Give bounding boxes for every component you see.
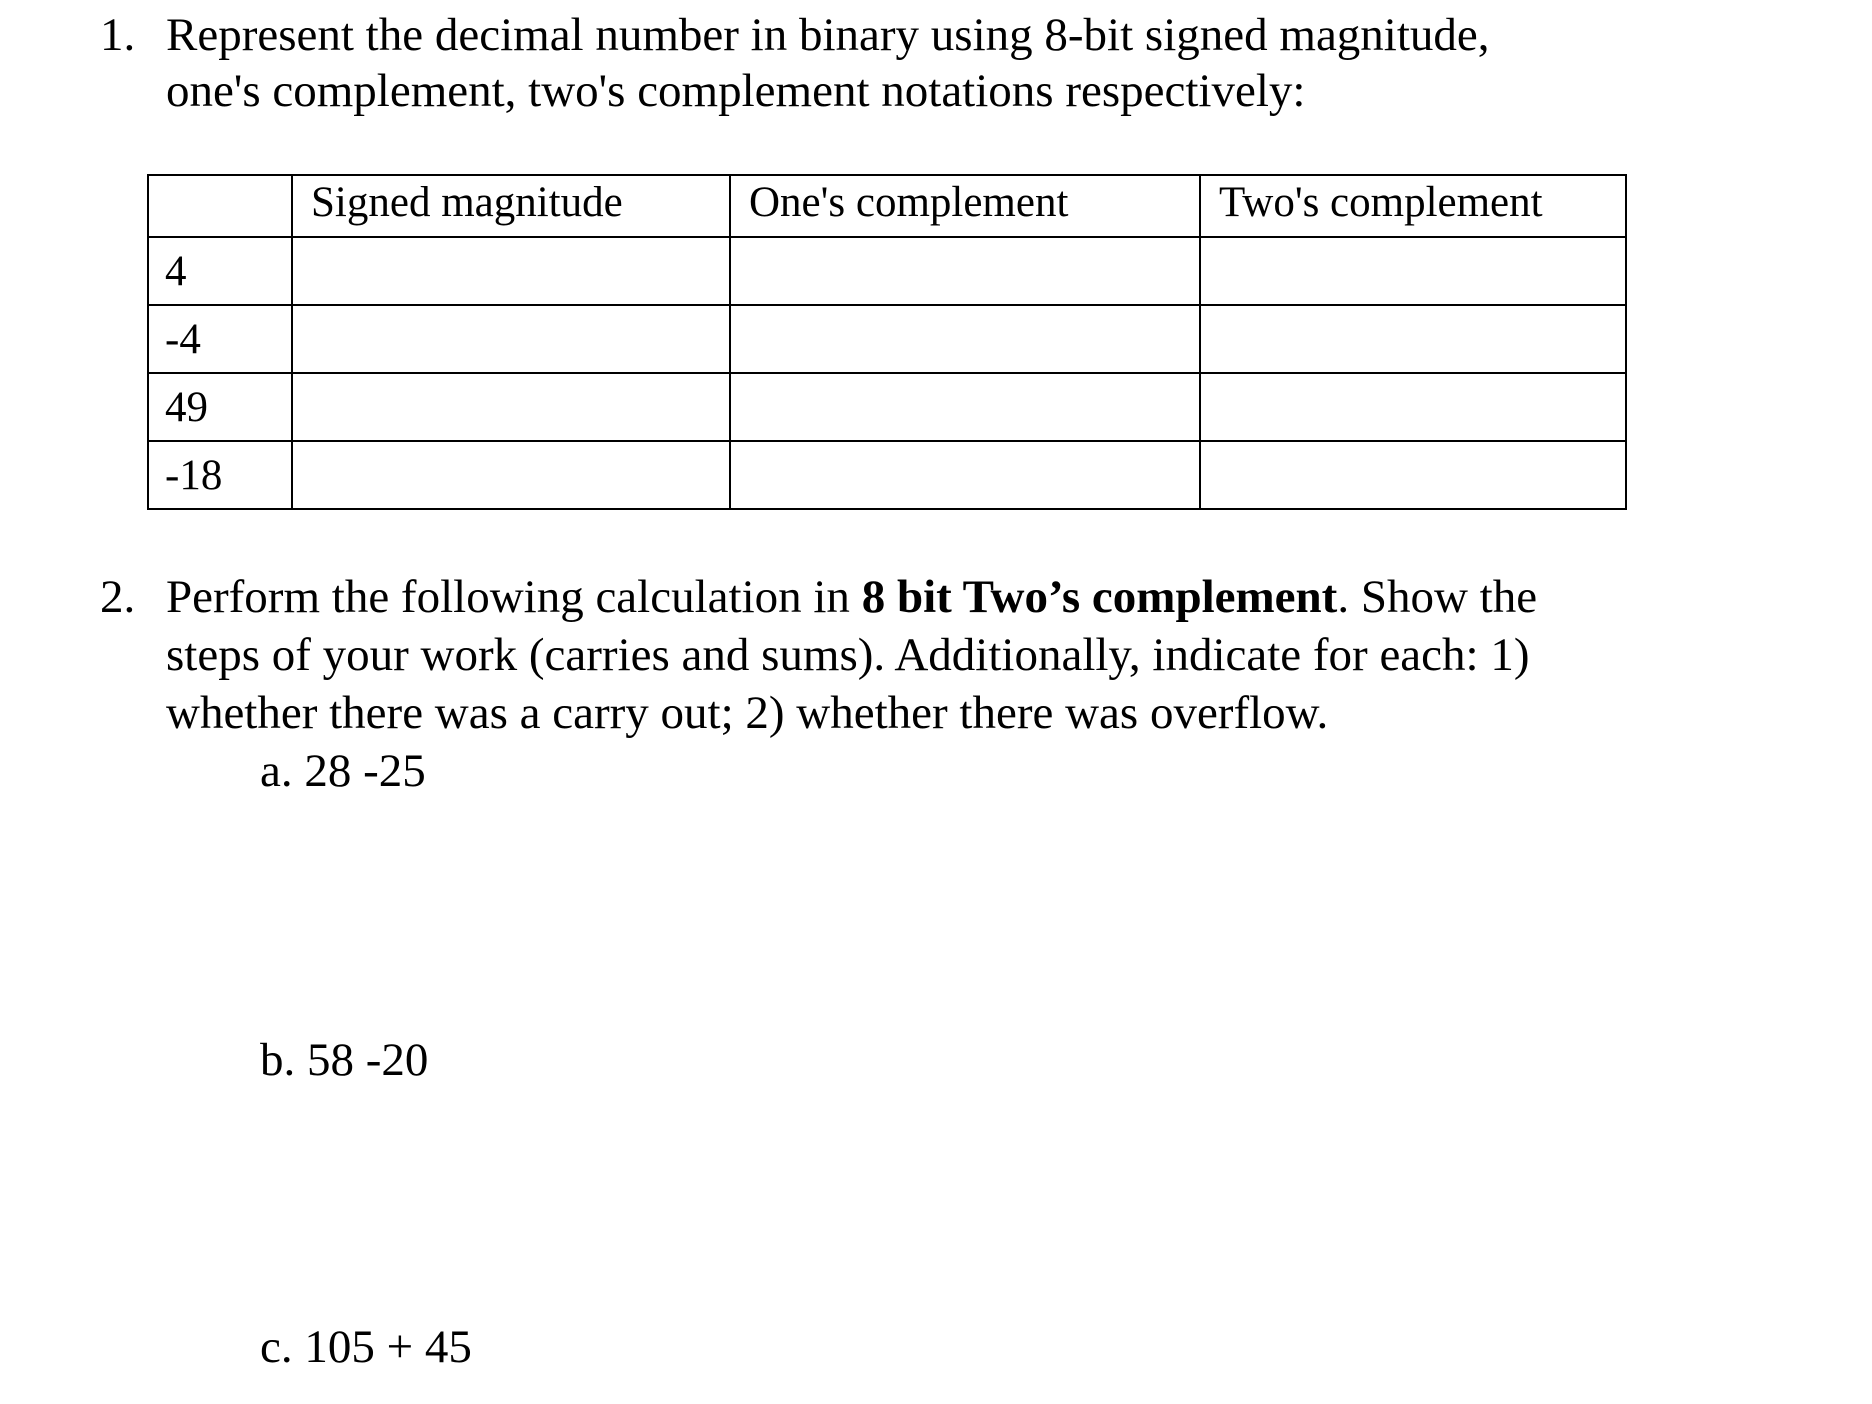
answer-cell-signed-magnitude[interactable] xyxy=(292,305,730,373)
table-row xyxy=(148,237,1626,305)
sub-question-c: c. 105 + 45 xyxy=(260,1321,472,1373)
answer-cell-ones-complement[interactable] xyxy=(730,373,1200,441)
answer-cell-signed-magnitude[interactable] xyxy=(292,373,730,441)
table-row-label: -18 xyxy=(148,441,292,509)
answer-cell-twos-complement[interactable] xyxy=(1200,441,1626,509)
answer-cell-twos-complement[interactable] xyxy=(1200,305,1626,373)
answer-cell-signed-magnitude[interactable] xyxy=(292,441,730,509)
answer-cell-ones-complement[interactable] xyxy=(730,441,1200,509)
question-2-line-3: whether there was a carry out; 2) whether there was overflow. xyxy=(166,687,1329,739)
question-2-text-bold: 8 bit Two’s complement xyxy=(861,571,1338,623)
table-row-label: 49 xyxy=(148,373,292,441)
table-row-label: 4 xyxy=(148,237,292,305)
table-row xyxy=(148,373,1626,441)
table-header-cell-empty xyxy=(148,175,292,237)
table-row-label: -4 xyxy=(148,305,292,373)
answer-cell-twos-complement[interactable] xyxy=(1200,373,1626,441)
table-row xyxy=(148,441,1626,509)
question-1-text-line-1: Represent the decimal number in binary using 8-bit signed magnitude, xyxy=(166,9,1490,61)
question-2-line-1 xyxy=(100,568,1538,626)
question-2-line-2: steps of your work (carries and sums). Additionally, indicate for each: 1) xyxy=(166,629,1530,681)
question-2-number: 2. xyxy=(100,571,136,623)
table-header-twos-complement: Two's complement xyxy=(1200,175,1626,237)
table-row xyxy=(148,305,1626,373)
answer-cell-ones-complement[interactable] xyxy=(730,305,1200,373)
table-header-row xyxy=(148,175,1626,237)
question-1-number: 1. xyxy=(100,9,136,61)
answer-cell-ones-complement[interactable] xyxy=(730,237,1200,305)
answer-cell-twos-complement[interactable] xyxy=(1200,237,1626,305)
question-2-text-line-1 xyxy=(166,568,1537,626)
question-1-line-2: one's complement, two's complement notations respectively: xyxy=(166,65,1306,117)
sub-question-b: b. 58 -20 xyxy=(260,1034,429,1086)
table-header-ones-complement: One's complement xyxy=(730,175,1200,237)
question-1-line-1 xyxy=(100,6,1490,64)
question-2-text-post: . Show the xyxy=(1337,571,1538,623)
answer-cell-signed-magnitude[interactable] xyxy=(292,237,730,305)
table-header-signed-magnitude: Signed magnitude xyxy=(292,175,730,237)
notation-table xyxy=(147,174,1627,510)
question-2-text-pre: Perform the following calculation in xyxy=(166,571,862,623)
sub-question-a: a. 28 -25 xyxy=(260,745,426,797)
